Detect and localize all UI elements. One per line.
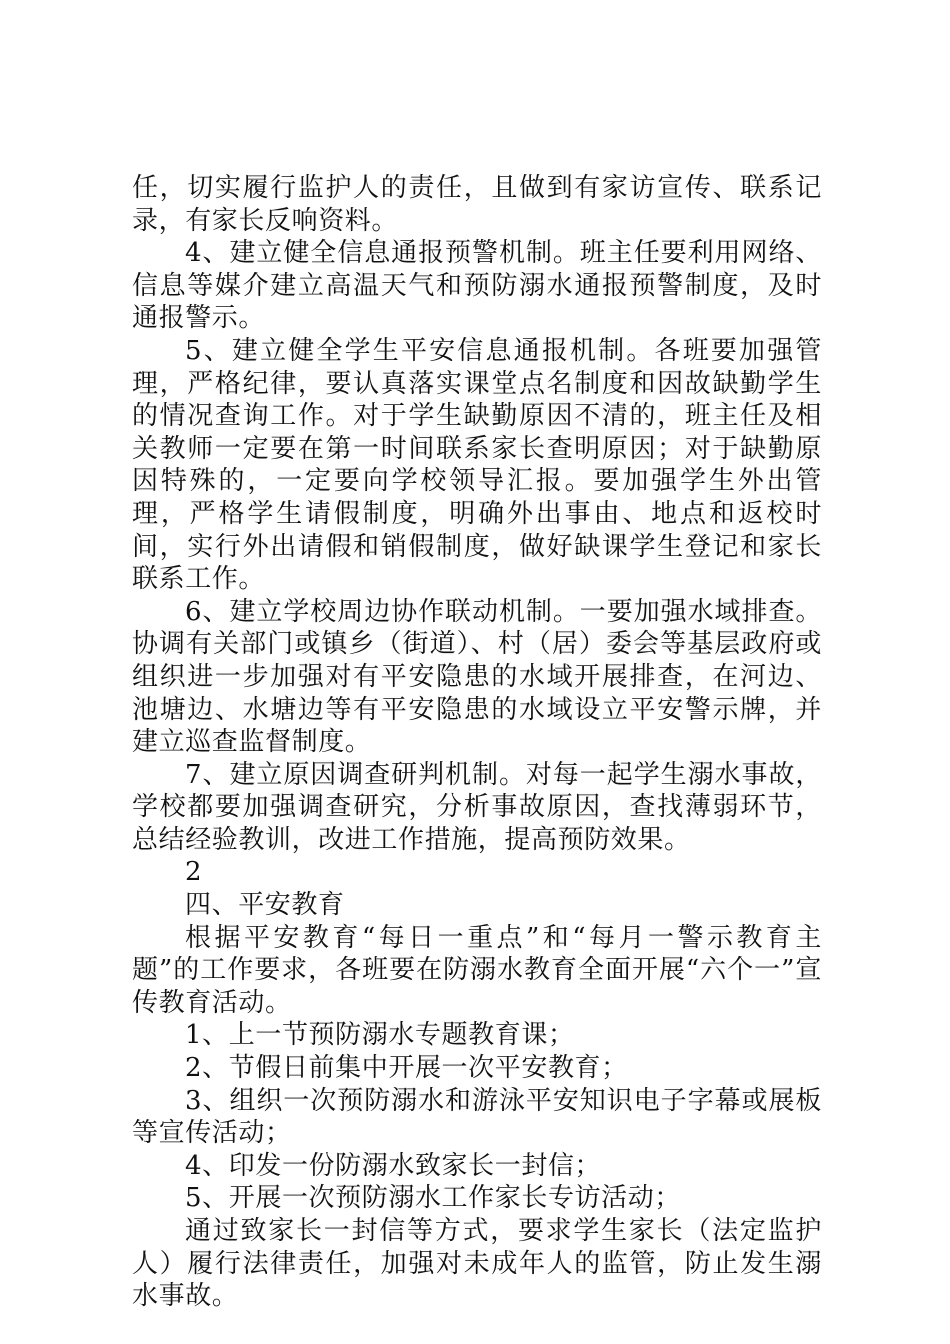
list-item-3: 3、组织一次预防溺水和游泳平安知识电子字幕或展板等宣传活动； (132, 1085, 822, 1149)
list-item-1: 1、上一节预防溺水专题教育课； (185, 1020, 575, 1051)
list-item-4: 4、印发一份防溺水致家长一封信； (185, 1150, 602, 1181)
page-number: 2 (185, 857, 203, 888)
paragraph-guardian-duty: 任，切实履行监护人的责任，且做到有家访宣传、联系记录，有家长反响资料。 (132, 173, 822, 236)
paragraph-parent-letter: 通过致家长一封信等方式，要求学生家长（法定监护人）履行法律责任，加强对未成年人的监管，防止发生溺水事故。 (132, 1216, 822, 1312)
paragraph-item-5-safety-info-mechanism: 5、建立健全学生平安信息通报机制。各班要加强管理，严格纪律，要认真落实课堂点名制度和因故缺勤学生的情况查询工作。对于学生缺勤原因不清的，班主任及相关教师一定要在第一时间联系家长查明原因；对于缺勤原因特殊的，一定要向学校领导汇报。要加强学生外出管理，严格学生请假制度，明确外出事由、地点和返校时间，实行外出请假和销假制度，做好缺课学生登记和家长联系工作。 (132, 335, 822, 595)
paragraph-item-7-investigation-mechanism: 7、建立原因调查研判机制。对每一起学生溺水事故，学校都要加强调查研究，分析事故原因，查找薄弱环节，总结经验教训，改进工作措施，提高预防效果。 (132, 759, 822, 855)
paragraph-item-6-linkage-mechanism: 6、建立学校周边协作联动机制。一要加强水域排查。协调有关部门或镇乡（街道）、村（居）委会等基层政府或组织进一步加强对有平安隐患的水域开展排查，在河边、池塘边、水塘边等有平安隐患的水域设立平安警示牌，并建立巡查监督制度。 (132, 596, 822, 758)
list-item-2: 2、节假日前集中开展一次平安教育； (185, 1053, 628, 1084)
document-body (132, 172, 822, 1313)
list-item-5: 5、开展一次预防溺水工作家长专访活动； (185, 1183, 681, 1214)
section-heading-safety-education: 四、平安教育 (185, 890, 345, 921)
paragraph-education-requirements: 根据平安教育“每日一重点”和“每月一警示教育主题”的工作要求，各班要在防溺水教育全面开展“六个一”宣传教育活动。 (132, 922, 822, 1018)
paragraph-item-4-warning-mechanism: 4、建立健全信息通报预警机制。班主任要利用网络、信息等媒介建立高温天气和预防溺水通报预警制度，及时通报警示。 (132, 238, 822, 334)
